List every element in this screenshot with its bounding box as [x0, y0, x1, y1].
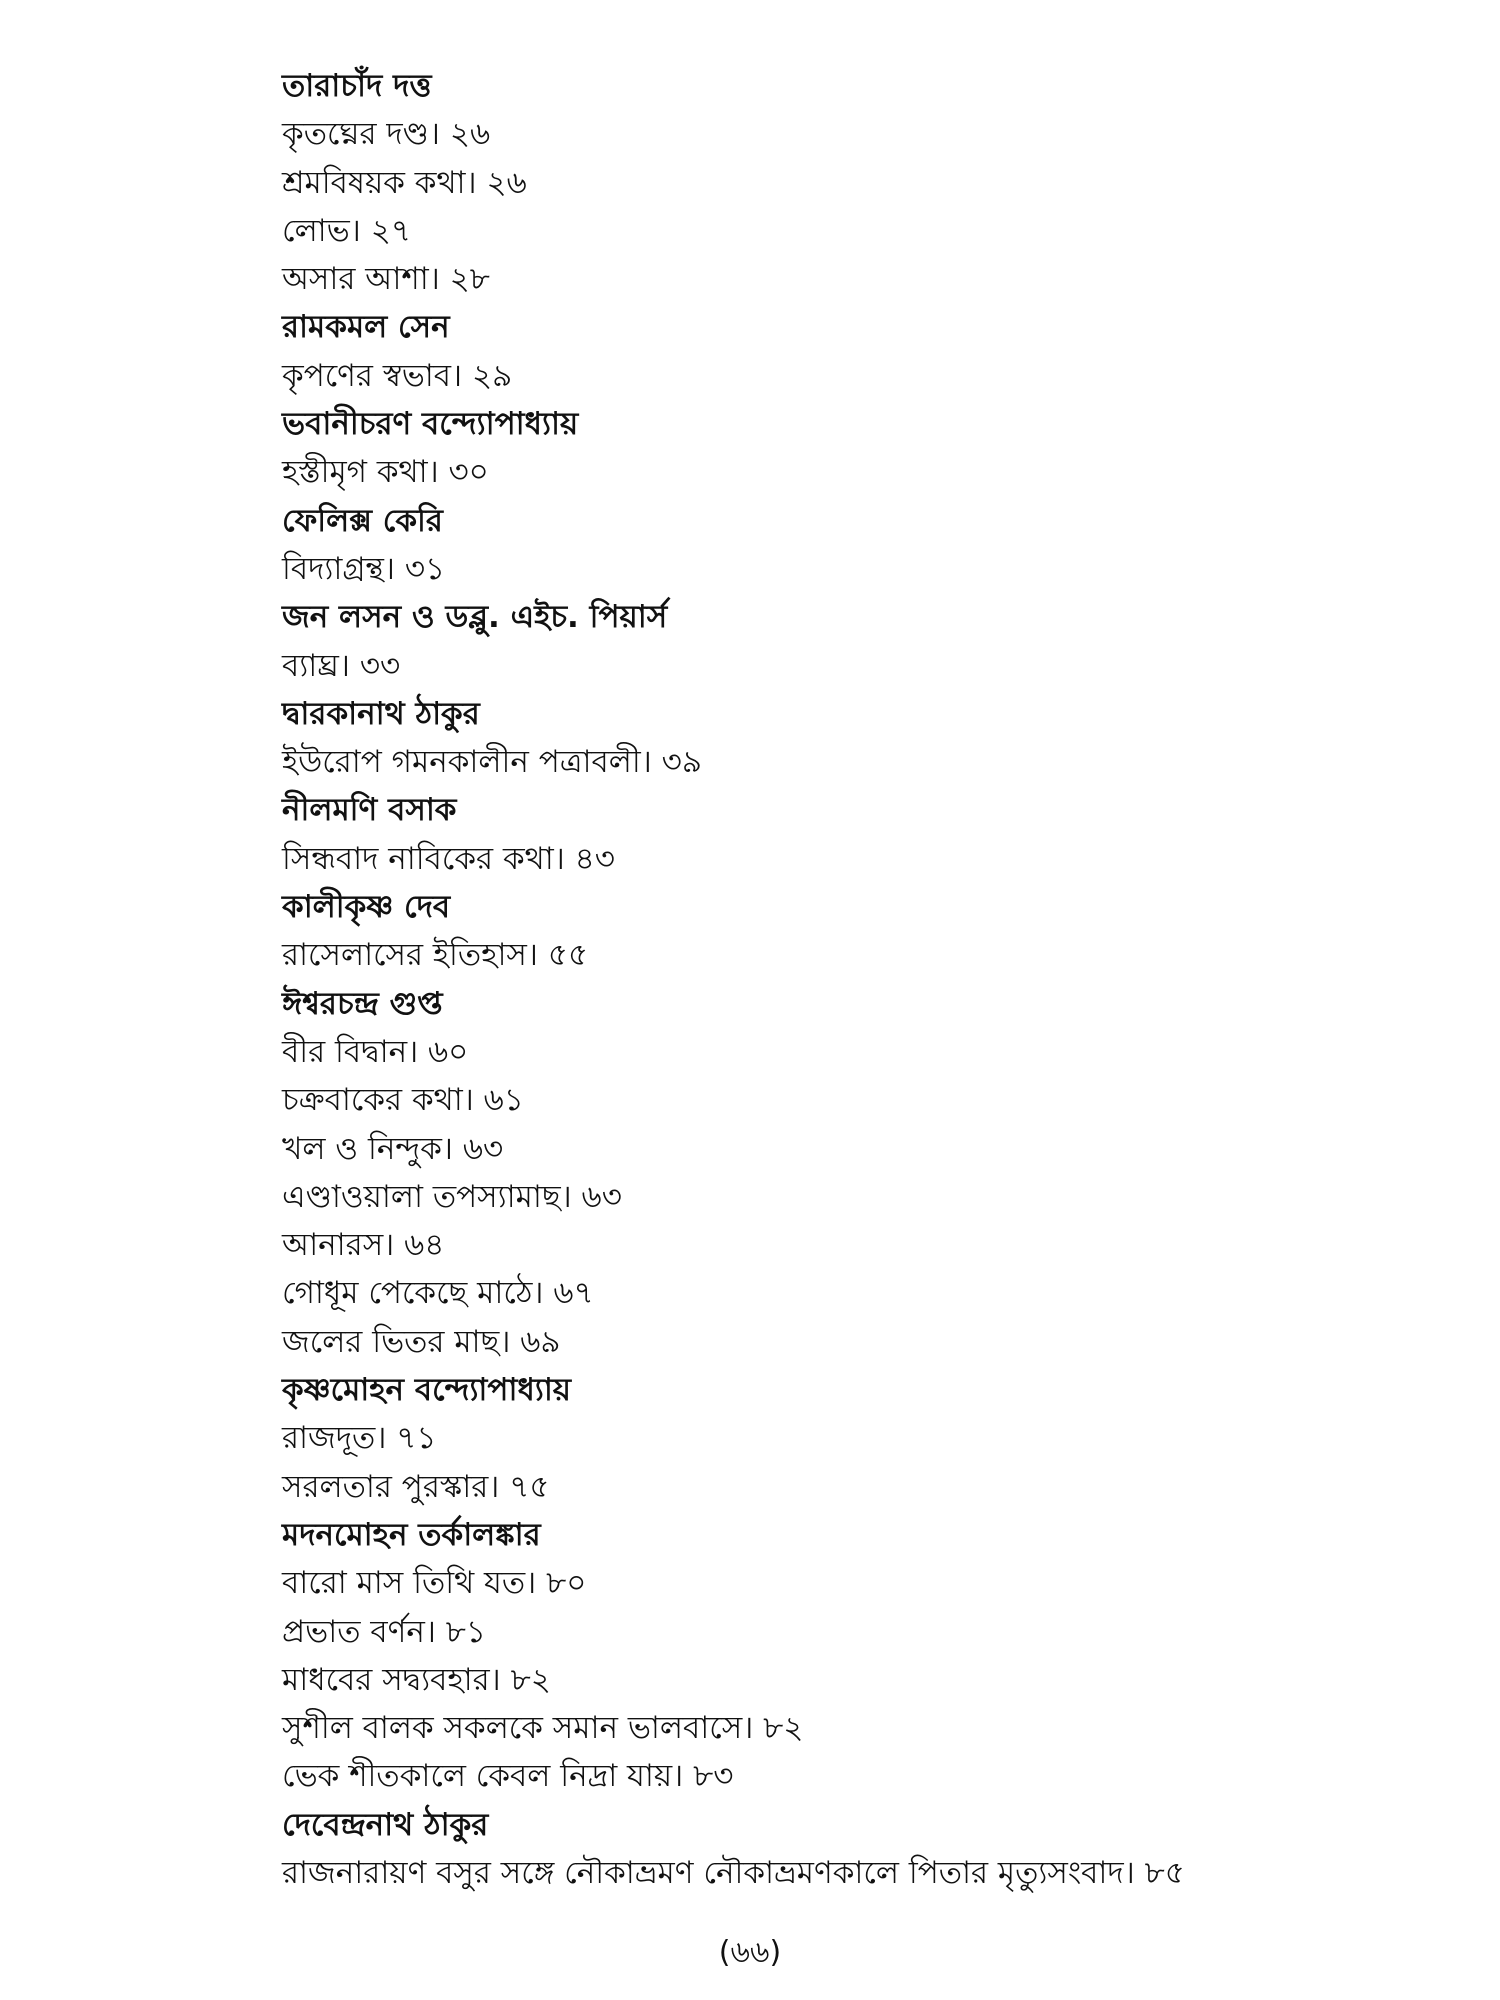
- work-title: জলের ভিতর মাছ। ৬৯: [282, 1323, 561, 1360]
- work-title: রাজদূত। ৭১: [282, 1420, 437, 1457]
- work-title: অসার আশা। ২৮: [282, 261, 490, 298]
- author-heading: দ্বারকানাথ ঠাকুর: [282, 695, 480, 732]
- work-title: সুশীল বালক সকলকে সমান ভালবাসে। ৮২: [282, 1710, 804, 1747]
- work-title: মাধবের সদ্ব্যবহার। ৮২: [282, 1661, 551, 1698]
- work-title: প্রভাত বর্ণন। ৮১: [282, 1613, 487, 1650]
- work-title: ইউরোপ গমনকালীন পত্রাবলী। ৩৯: [282, 744, 702, 781]
- work-title: আনারস। ৬৪: [282, 1227, 445, 1264]
- work-title: হস্তীমৃগ কথা। ৩০: [282, 454, 489, 491]
- work-title: শ্রমবিষয়ক কথা। ২৬: [282, 164, 527, 201]
- work-title: কৃতঘ্নের দণ্ড। ২৬: [282, 116, 491, 153]
- author-heading: ঈশ্বরচন্দ্র গুপ্ত: [282, 985, 443, 1022]
- author-heading: জন লসন ও ডব্লু. এইচ. পিয়ার্স: [282, 599, 668, 636]
- author-heading: কালীকৃষ্ণ দেব: [282, 889, 451, 926]
- work-title: বারো মাস তিথি যত। ৮০: [282, 1565, 587, 1602]
- work-title: গোধূম পেকেছে মাঠে। ৬৭: [282, 1275, 594, 1312]
- author-heading: ভবানীচরণ বন্দ্যোপাধ্যায়: [282, 406, 579, 443]
- work-title: কৃপণের স্বভাব। ২৯: [282, 357, 513, 394]
- work-title: ব্যাঘ্র। ৩৩: [282, 647, 401, 684]
- work-title: বীর বিদ্বান। ৬০: [282, 1033, 469, 1070]
- author-heading: কৃষ্ণমোহন বন্দ্যোপাধ্যায়: [282, 1372, 572, 1409]
- page-number: (৬৬): [718, 1935, 782, 1970]
- work-title: এণ্ডাওয়ালা তপস্যামাছ। ৬৩: [282, 1178, 622, 1215]
- work-title: খল ও নিন্দুক। ৬৩: [282, 1130, 504, 1167]
- author-heading: তারাচাঁদ দত্ত: [282, 68, 432, 104]
- work-title: রাজনারায়ণ বসুর সঙ্গে নৌকাভ্রমণ নৌকাভ্রমণকালে পিতার মৃত্যুসংবাদ। ৮৫: [282, 1854, 1185, 1891]
- author-heading: রামকমল সেন: [282, 309, 450, 346]
- author-heading: দেবেন্দ্রনাথ ঠাকুর: [282, 1806, 489, 1843]
- work-title: সিন্ধবাদ নাবিকের কথা। ৪৩: [282, 840, 615, 877]
- work-title: ভেক শীতকালে কেবল নিদ্রা যায়। ৮৩: [282, 1758, 734, 1795]
- work-title: চক্রবাকের কথা। ৬১: [282, 1082, 524, 1119]
- work-title: সরলতার পুরস্কার। ৭৫: [282, 1468, 550, 1505]
- work-title: রাসেলাসের ইতিহাস। ৫৫: [282, 937, 589, 974]
- author-heading: মদনমোহন তর্কালঙ্কার: [282, 1516, 541, 1553]
- author-heading: নীলমণি বসাক: [282, 792, 457, 829]
- author-heading: ফেলিক্স কেরি: [282, 502, 443, 539]
- table-of-contents: [282, 62, 1462, 1897]
- work-title: লোভ। ২৭: [282, 212, 412, 249]
- work-title: বিদ্যাগ্রন্থ। ৩১: [282, 550, 446, 587]
